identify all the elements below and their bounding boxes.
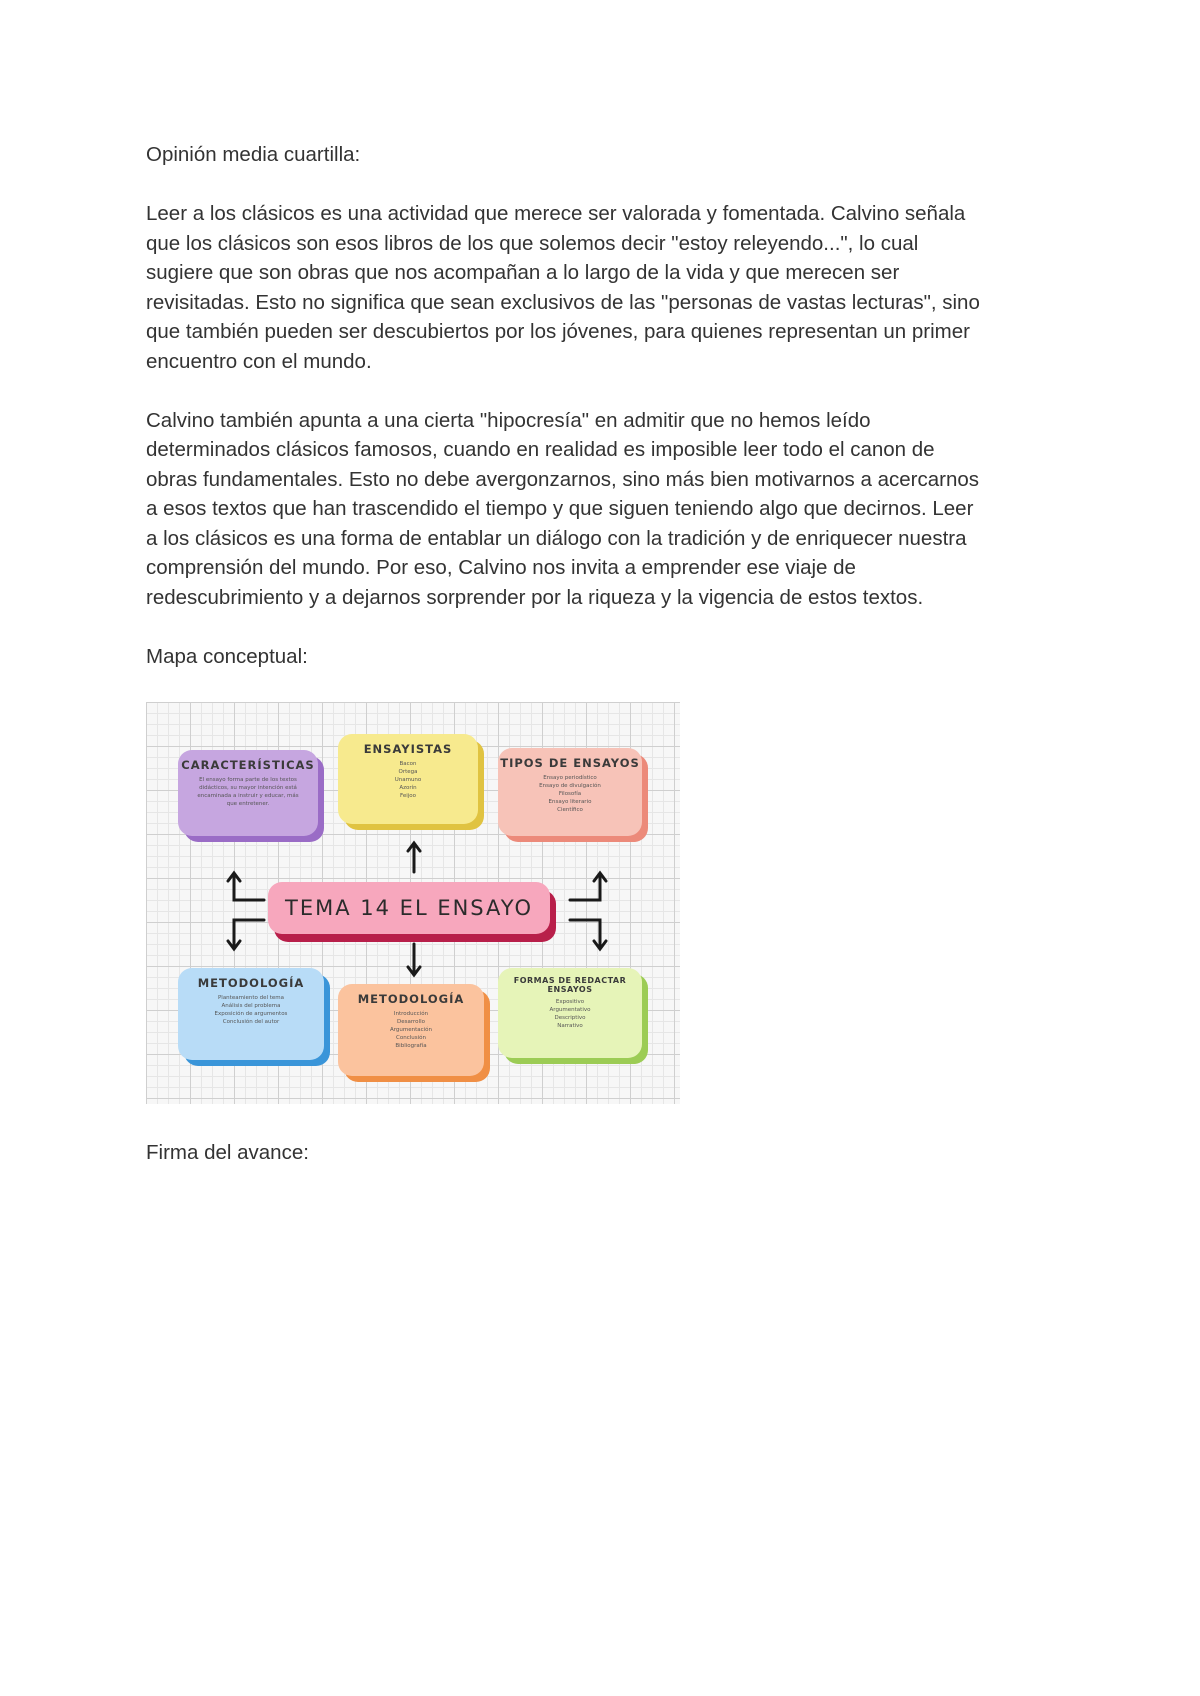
box-title: FORMAS DE REDACTAR ENSAYOS [513,976,627,994]
box-line: encaminada a instruir y educar, más [197,793,299,799]
paragraph-1-line: encuentro con el mundo. [146,349,372,373]
document-body [146,140,1066,671]
box-line: Expositivo [555,999,585,1005]
box-caracteristicas [178,750,318,836]
box-line: Argumentativo [549,1007,591,1013]
central-topic: TEMA 14 EL ENSAYO [268,882,550,934]
box-title: TIPOS DE ENSAYOS [500,756,640,770]
box-line: Científico [557,807,583,813]
paragraph-1-line: Leer a los clásicos es una actividad que merece ser valorada y fomentada. Calvino señala [146,202,966,225]
box-title: METODOLOGÍA [197,976,305,990]
paragraph-2-line: redescubrimiento y a dejarnos sorprender por la riqueza y la vigencia de estos textos. [146,585,924,609]
box-line: Azorín [399,785,417,791]
paragraph-2-line: Calvino también apunta a una cierta "hipocresía" en admitir que no hemos leído [146,408,871,432]
box-title: CARACTERÍSTICAS [181,758,315,772]
box-metodologia-center [338,984,484,1076]
box-line: Feijoo [399,793,417,799]
box-line: que entretener. [226,801,270,807]
paragraph-1-line: que los clásicos son esos libros de los que solemos decir "estoy releyendo...", lo cual [146,231,919,255]
box-metodologia-left [178,968,324,1060]
box-line: Introducción [393,1011,429,1017]
heading-signature: Firma del avance: [146,1141,309,1164]
box-title: METODOLOGÍA [357,992,465,1006]
paragraph-1-line: revisitadas. Esto no significa que sean exclusivos de las "personas de vastas lecturas", sino [146,290,980,314]
box-line: Ensayo de divulgación [539,783,601,789]
paragraph-1-line: que también pueden ser descubiertos por los jóvenes, para quienes representan un primer [146,320,970,343]
paragraph-2-line: obras fundamentales. Esto no debe avergonzarnos, sino más bien motivarnos a acercarnos [146,467,980,491]
box-tipos-de-ensayos [498,748,642,836]
box-title: ENSAYISTAS [363,742,453,756]
box-line: Narrativo [557,1023,583,1029]
box-formas-de-redactar [498,968,642,1058]
box-line: Análisis del problema [221,1003,281,1009]
paragraph-1-line: sugiere que son obras que nos acompañan a lo largo de la vida y que merecen ser [146,261,900,284]
paragraph-2-line: comprensión del mundo. Por eso, Calvino nos invita a emprender ese viaje de [146,556,856,579]
paragraph-2-line: a los clásicos es una forma de entablar un diálogo con la tradición y de enriquecer nuestra [146,526,967,550]
box-line: Bacon [399,761,417,767]
box-line: Bibliografía [395,1043,427,1049]
box-line: Conclusión [396,1035,426,1041]
box-ensayistas [338,734,478,824]
box-line: didácticos, su mayor intención está [199,785,297,791]
box-line: Planteamiento del tema [217,995,285,1001]
box-line: Descriptivo [554,1015,586,1021]
heading-map: Mapa conceptual: [146,644,308,668]
concept-map-image [146,702,680,1104]
box-line: Ortega [398,769,418,775]
box-line: Argumentación [389,1027,433,1033]
box-line: Conclusión del autor [222,1019,280,1025]
box-line: Ensayo literario [548,799,592,805]
box-line: Desarrollo [397,1019,425,1025]
box-line: Ensayo periodístico [543,775,597,781]
paragraph-2-line: determinados clásicos famosos, cuando en realidad es imposible leer todo el canon de [146,438,935,461]
box-line: El ensayo forma parte de los textos [199,777,297,783]
box-line: Unamuno [394,777,422,783]
box-line: Exposición de argumentos [214,1011,288,1017]
paragraph-2-line: a esos textos que han trascendido el tiempo y que siguen teniendo algo que decirnos. Leer [146,497,974,520]
box-line: Filosofía [558,791,582,797]
heading-opinion: Opinión media cuartilla: [146,143,361,166]
